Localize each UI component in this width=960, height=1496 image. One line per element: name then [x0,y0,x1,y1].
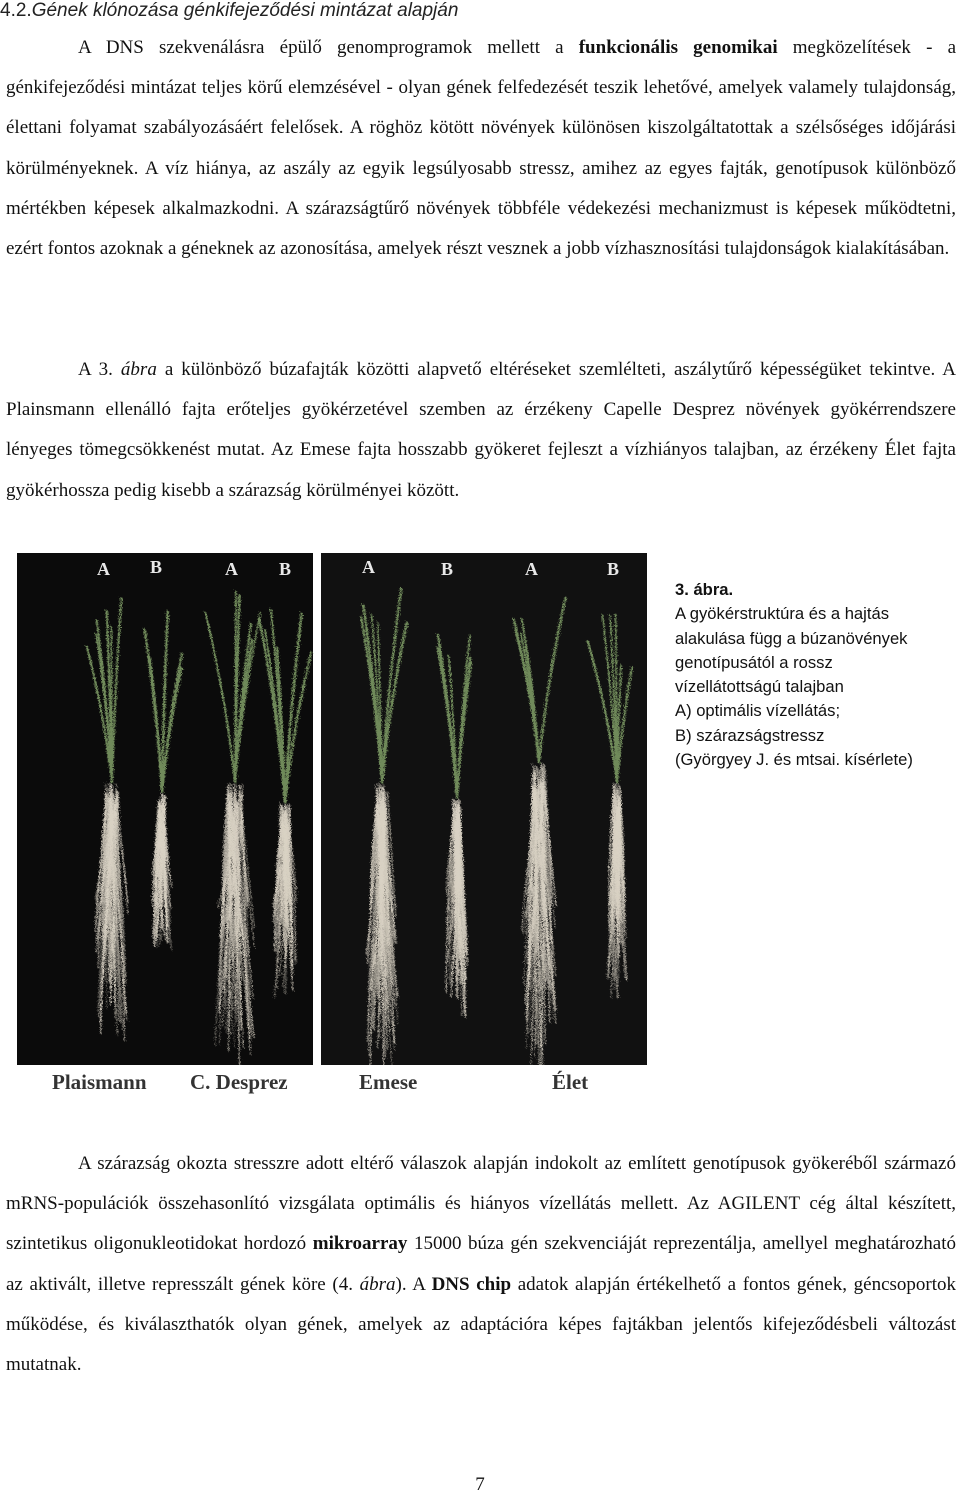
bold-term-dns-chip: DNS chip [431,1273,512,1295]
figure-caption-line: (Györgyey J. és mtsai. kísérlete) [675,750,913,770]
figure-caption-line: A gyökérstruktúra és a hajtás [675,604,889,624]
figure-caption-line: B) szárazságstressz [675,725,825,745]
figure-caption-line: vízellátottságú talajban [675,677,844,697]
panel-label: B [607,559,620,579]
section-number: 4.2. [0,0,32,21]
variety-label-c-desprez: C. Desprez [190,1070,288,1094]
panel-label: A [97,559,110,579]
text-run: A DNS szekvenálásra épülő genomprogramok mellett a [78,37,579,58]
panel-label: A [525,559,538,579]
variety-label-plaismann: Plaismann [52,1070,147,1094]
wheat-root-photo [17,553,647,1065]
text-run: megközelítések - a génkifejeződési mintázat teljes körű elemzésével - olyan gének felfedezését teszik lehetővé, amelyek valamely tulajdonság, élettani folyamat szabályozásáért felelősek. A röghöz kötött növények különösen kiszolgáltatottak a szélsőséges időjárási körülményeknek. A víz hiánya, az aszály az egyik legsúlyosabb stressz, amihez az egyes fajták, genotípusok különböző mértékben képesek alkalmazkodni. A szárazságtűrő növények többféle védekezési mechanizmust is képesek működtetni, ezért fontos azoknak a géneknek az azonosítása, amelyek részt vesznek a jobb vízhasznosítási tulajdonságok kialakításában. [6,37,957,260]
panel-label: A [225,559,238,579]
paragraph-figure-description [6,350,956,511]
figure-reference: ábra [359,1273,396,1295]
panel-label: A [362,557,375,577]
text-run: A 3. [78,359,121,380]
figure-caption [675,578,960,772]
bold-term-functional-genomics: funkcionális genomikai [578,37,778,58]
text-run: A szárazság okozta stresszre adott eltérő válaszok alapján indokolt az említett genotípusok gyökeréből származó mRNS-populációk összehasonlító vizsgálata optimális és hiányos vízellátás mellett. Az AGILENT cég által készített, szintetikus oligonukleotidokat hordozó [6,1153,956,1255]
bold-term-microarray: mikroarray [312,1233,408,1255]
text-run: ). A [395,1273,432,1295]
text-run: adatok alapján értékelhető a fontos gének, géncsoportok működése, és kiválaszthatók olyan gének, amelyek az adaptációra képes fajtákban jelentős kifejeződésbeli változást mutatnak. [6,1273,956,1376]
figure-reference: ábra [120,359,157,380]
variety-label-emese: Emese [359,1070,418,1094]
paragraph-microarray [6,1144,956,1385]
figure-caption-line: alakulása függ a búzanövények [675,628,908,648]
variety-label-elet: Élet [552,1070,589,1094]
section-title: Gének klónozása génkifejeződési mintázat alapján [31,0,459,21]
text-run: 15000 búza gén szekvenciáját reprezentálja, amellyel meghatározható az aktivált, illetve represszált gének köre (4. [6,1233,956,1295]
panel-label: B [279,559,292,579]
text-run: a különböző búzafajták közötti alapvető eltéréseket szemlélteti, aszálytűrő képességüket tekintve. A Plainsmann ellenálló fajta erőteljes gyökérzetével szemben az érzékeny Capelle Desprez növények gyökérrendszere lényeges tömegcsökkenést mutat. Az Emese fajta hosszabb gyökeret fejleszt a vízhiányos talajban, az érzékeny Élet fajta gyökérhossza pedig kisebb a szárazság körülményei között. [6,359,956,501]
page-number: 7 [475,1474,485,1495]
variety-labels [0,1068,660,1102]
figure-caption-title: 3. ábra. [675,580,734,599]
paragraph-functional-genomics [6,28,956,269]
panel-label: B [441,559,454,579]
figure-caption-line: A) optimális vízellátás; [675,701,841,721]
figure-caption-line: genotípusától a rossz [675,652,833,672]
section-heading [0,0,458,22]
panel-label: B [150,557,163,577]
